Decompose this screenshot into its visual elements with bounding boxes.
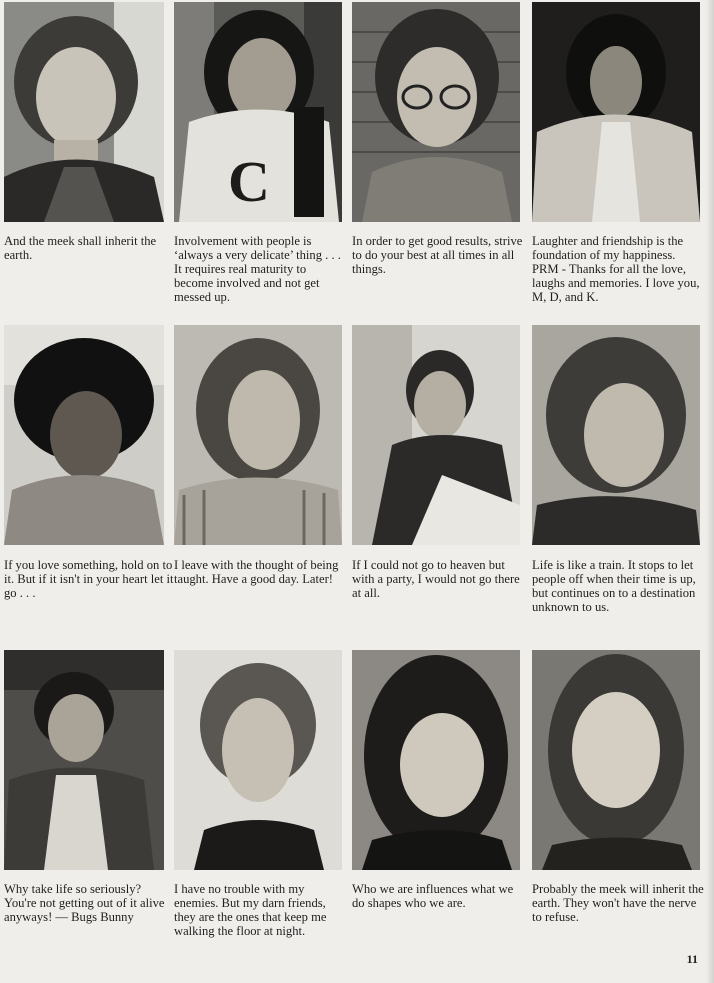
student-portrait-1 (4, 2, 164, 222)
student-portrait-8 (532, 325, 700, 545)
student-portrait-6 (174, 325, 342, 545)
caption-4: Laughter and friendship is the foundation of my happiness. PRM - Thanks for all the love, laughs and memories. I love you, M, D, and K. (532, 234, 700, 304)
caption-10: I have no trouble with my enemies. But my darn friends, they are the ones that keep me walking the floor at night. (174, 882, 327, 938)
caption-6: I leave with the thought of being taught. Have a good day. Later! (174, 558, 339, 586)
caption-2: Involvement with people is ‘always a very delicate’ thing . . . It requires real maturity to become involved and not get messed up. (174, 234, 341, 304)
caption-12: Probably the meek will inherit the earth. They won't have the nerve to refuse. (532, 882, 704, 924)
student-portrait-3 (352, 2, 520, 222)
page-edge-shadow (706, 0, 714, 983)
caption-5: If you love something, hold on to it. But if it isn't in your heart let it go . . . (4, 558, 174, 600)
student-portrait-10 (174, 650, 342, 870)
sweater-letter: C (228, 149, 270, 214)
student-portrait-11 (352, 650, 520, 870)
student-portrait-12 (532, 650, 700, 870)
caption-3: In order to get good results, strive to do your best at all times in all things. (352, 234, 523, 276)
student-portrait-9 (4, 650, 164, 870)
page-number: 11 (686, 952, 698, 966)
student-portrait-2 (174, 2, 342, 222)
student-portrait-4 (532, 2, 700, 222)
caption-11: Who we are influences what we do shapes who we are. (352, 882, 514, 910)
caption-9: Why take life so seriously? You're not getting out of it alive anyways! — Bugs Bunny (4, 882, 165, 924)
caption-1: And the meek shall inherit the earth. (4, 234, 157, 262)
caption-7: If I could not go to heaven but with a party, I would not go there at all. (352, 558, 520, 600)
caption-8: Life is like a train. It stops to let people off when their time is up, but continues on to a destination unknown to us. (532, 558, 696, 614)
student-portrait-7 (352, 325, 520, 545)
student-portrait-5 (4, 325, 164, 545)
